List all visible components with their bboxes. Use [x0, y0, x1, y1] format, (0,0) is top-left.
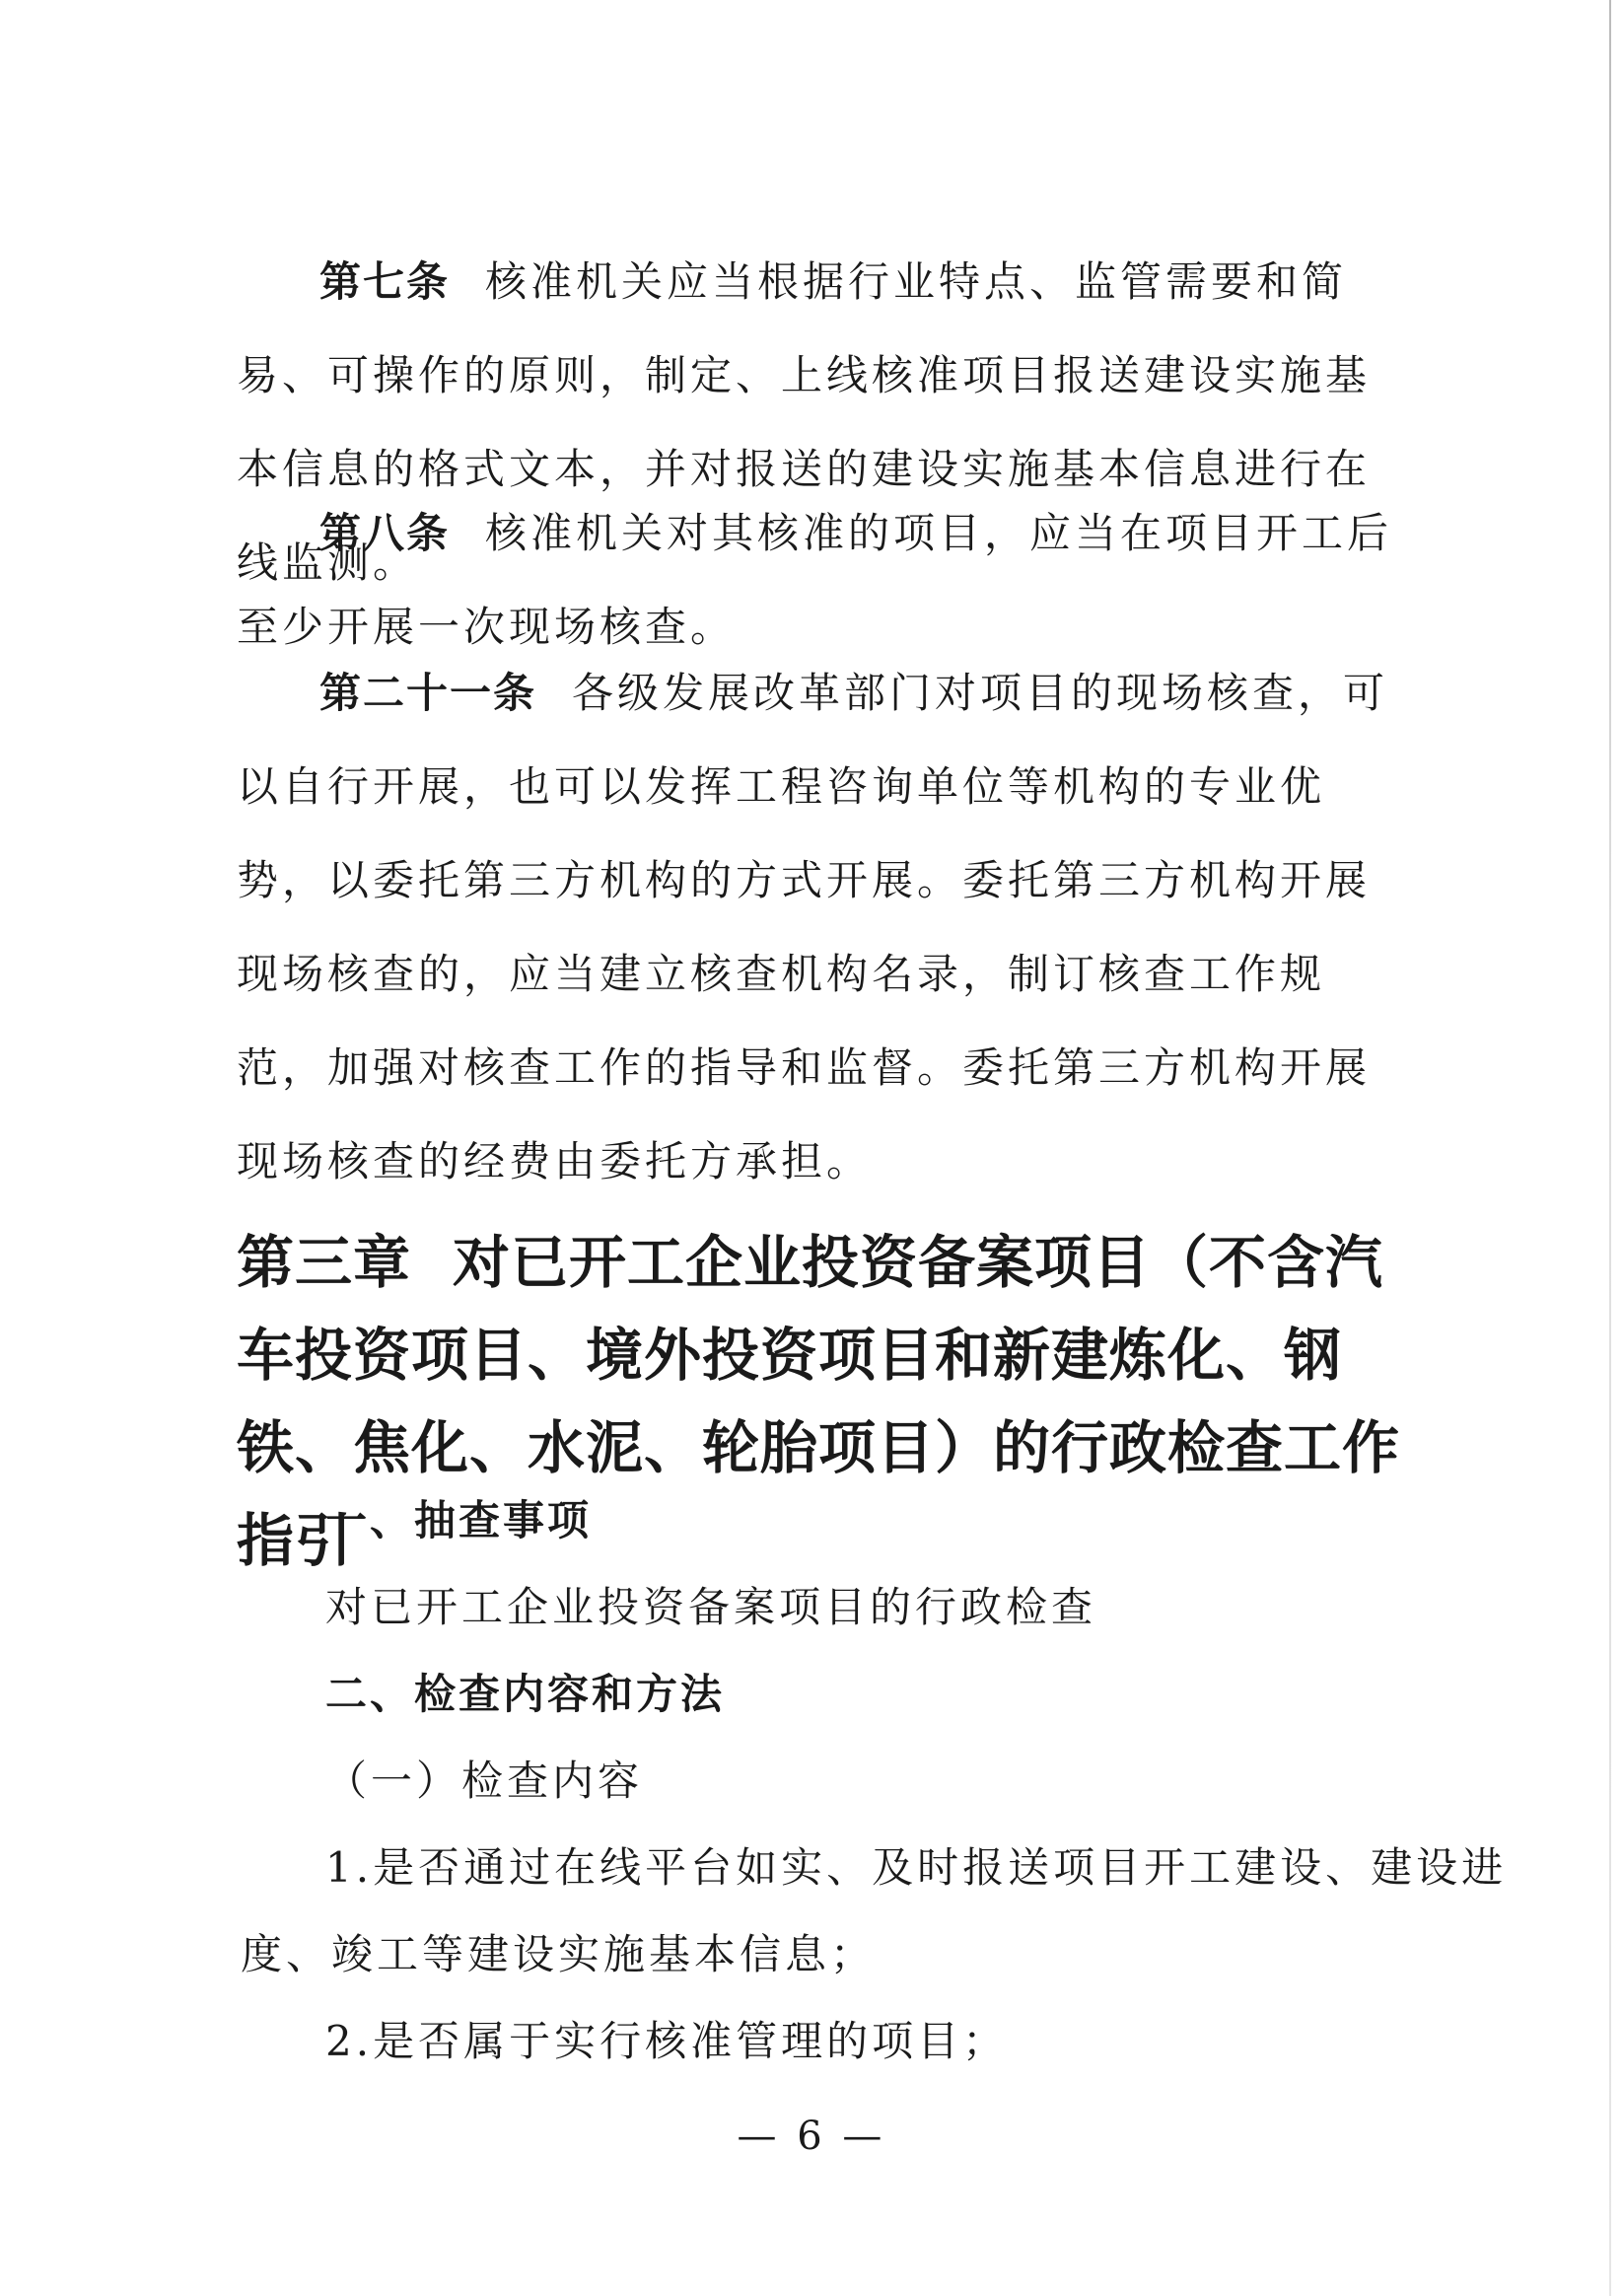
chapter-3-label: 第三章: [237, 1229, 412, 1296]
section-1-heading: 一、抽查事项: [325, 1496, 593, 1544]
page-number: — 6 —: [737, 2114, 886, 2159]
section-2-heading: 二、检查内容和方法: [325, 1670, 726, 1718]
chapter-3-title: 对已开工企业投资备案项目（不含汽车投资项目、境外投资项目和新建炼化、钢铁、焦化、水泥、轮胎项目）的行政检查工作指引: [237, 1229, 1401, 1574]
item-2: 2.是否属于实行核准管理的项目；: [325, 2017, 1009, 2065]
item-1-line-1: 1.是否通过在线平台如实、及时报送项目开工建设、建设进: [325, 1843, 1508, 1892]
article-21-text: 各级发展改革部门对项目的现场核查，可以自行开展，也可以发挥工程咨询单位等机构的专业优势，以委托第三方机构的方式开展。委托第三方机构开展现场核查的，应当建立核查机构名录，制订核查工作规范，加强对核查工作的指导和监督。委托第三方机构开展现场核查的经费由委托方承担。: [237, 669, 1389, 1185]
scan-edge-line: [1609, 0, 1611, 2296]
item-1-line-2: 度、竣工等建设实施基本信息；: [241, 1930, 877, 1978]
article-8-text: 核准机关对其核准的项目，应当在项目开工后至少开展一次现场核查。: [237, 509, 1393, 651]
section-2-subheading: （一）检查内容: [325, 1757, 644, 1805]
article-8-label: 第八条: [319, 509, 451, 557]
article-7-label: 第七条: [319, 257, 451, 306]
article-21: [237, 646, 1395, 1208]
article-21-label: 第二十一条: [319, 669, 537, 717]
section-1-text: 对已开工企业投资备案项目的行政检查: [325, 1583, 1097, 1631]
article-7-text: 核准机关应当根据行业特点、监管需要和简易、可操作的原则，制定、上线核准项目报送建设实施基本信息的格式文本，并对报送的建设实施基本信息进行在线监测。: [237, 257, 1372, 587]
